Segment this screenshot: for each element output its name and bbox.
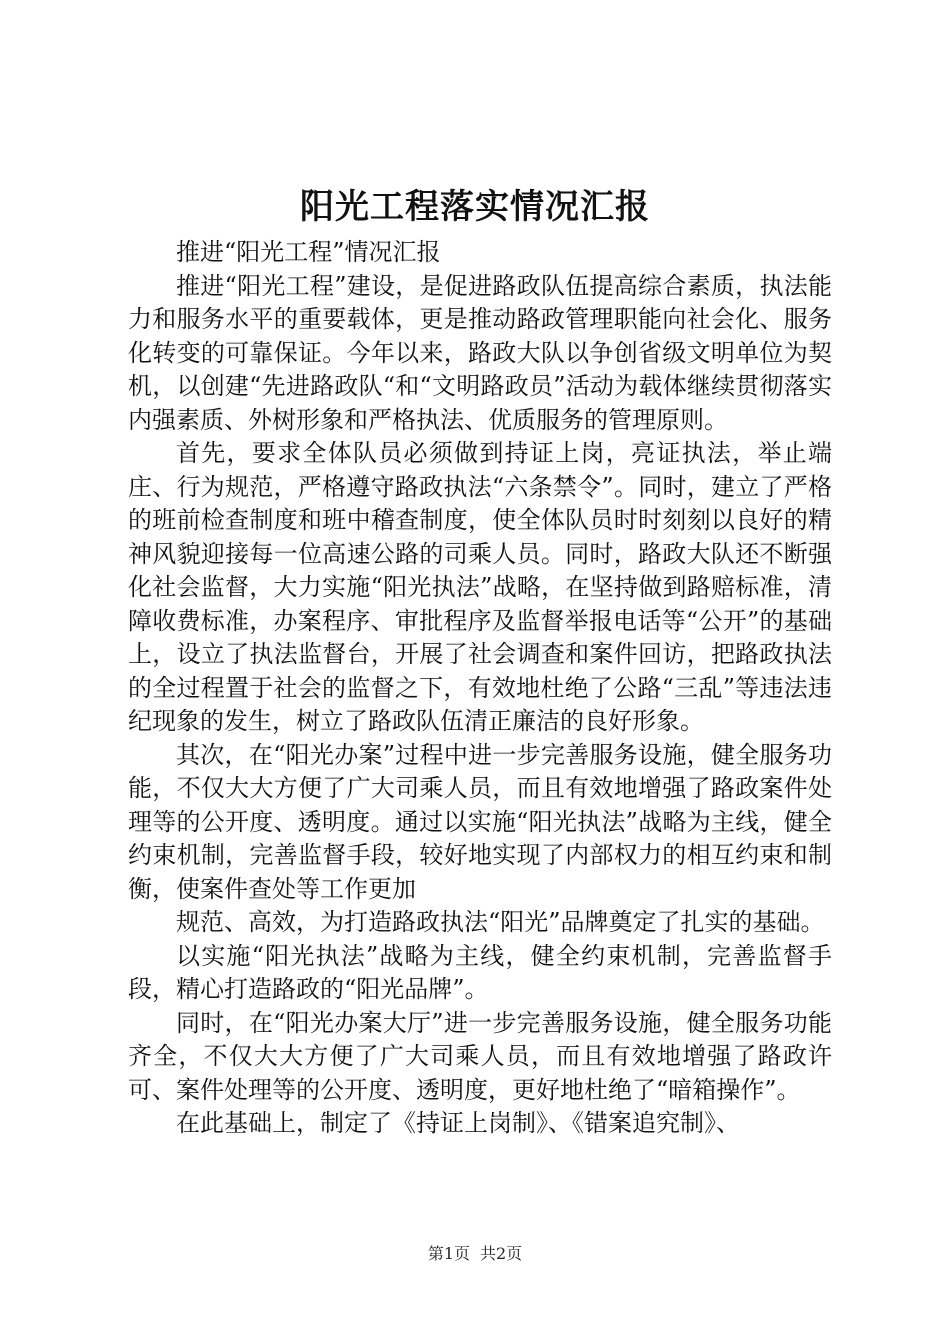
paragraph-subtitle: 推进“阳光工程”情况汇报: [176, 238, 441, 266]
document-body: [128, 236, 832, 1141]
paragraph: 同时，在“阳光办案大厅”进一步完善服务设施，健全服务功能齐全，不仅大大方便了广大司乘人员，而且有效地增强了路政许可、案件处理等的公开度、透明度，更好地杜绝了“暗箱操作”。: [128, 1008, 832, 1104]
paragraph: 推进“阳光工程”建设，是促进路政队伍提高综合素质，执法能力和服务水平的重要载体，更是推动路政管理职能向社会化、服务化转变的可靠保证。今年以来，路政大队以争创省级文明单位为契机，以创建“先进路政队“和“文明路政员”活动为载体继续贯彻落实内强素质、外树形象和严格执法、优质服务的管理原则。: [128, 271, 832, 434]
paragraph: 首先，要求全体队员必须做到持证上岗，亮证执法，举止端庄、行为规范，严格遵守路政执法“六条禁令”。同时，建立了严格的班前检查制度和班中稽查制度，使全体队员时时刻刻以良好的精神风貌迎接每一位高速公路的司乘人员。同时，路政大队还不断强化社会监督，大力实施“阳光执法”战略，在坚持做到路赔标准，清障收费标准，办案程序、审批程序及监督举报电话等“公开”的基础上，设立了执法监督台，开展了社会调查和案件回访，把路政执法的全过程置于社会的监督之下，有效地杜绝了公路“三乱”等违法违纪现象的发生，树立了路政队伍清正廉洁的良好形象。: [128, 439, 832, 735]
page-total: 共2页: [480, 1244, 523, 1263]
paragraph: 规范、高效，为打造路政执法“阳光”品牌奠定了扎实的基础。: [176, 908, 825, 936]
document-title: 阳光工程落实情况汇报: [300, 187, 650, 227]
page-footer: [0, 1243, 950, 1265]
page-number: 第1页: [427, 1244, 470, 1263]
paragraph: 在此基础上，制定了《持证上岗制》、《错案追究制》、: [176, 1109, 740, 1137]
paragraph: 其次，在“阳光办案”过程中进一步完善服务设施，健全服务功能，不仅大大方便了广大司乘人员，而且有效地增强了路政案件处理等的公开度、透明度。通过以实施“阳光执法”战略为主线，健全约束机制，完善监督手段，较好地实现了内部权力的相互约束和制衡，使案件查处等工作更加: [128, 740, 832, 903]
paragraph: 以实施“阳光执法”战略为主线，健全约束机制，完善监督手段，精心打造路政的“阳光品牌”。: [128, 941, 832, 1003]
